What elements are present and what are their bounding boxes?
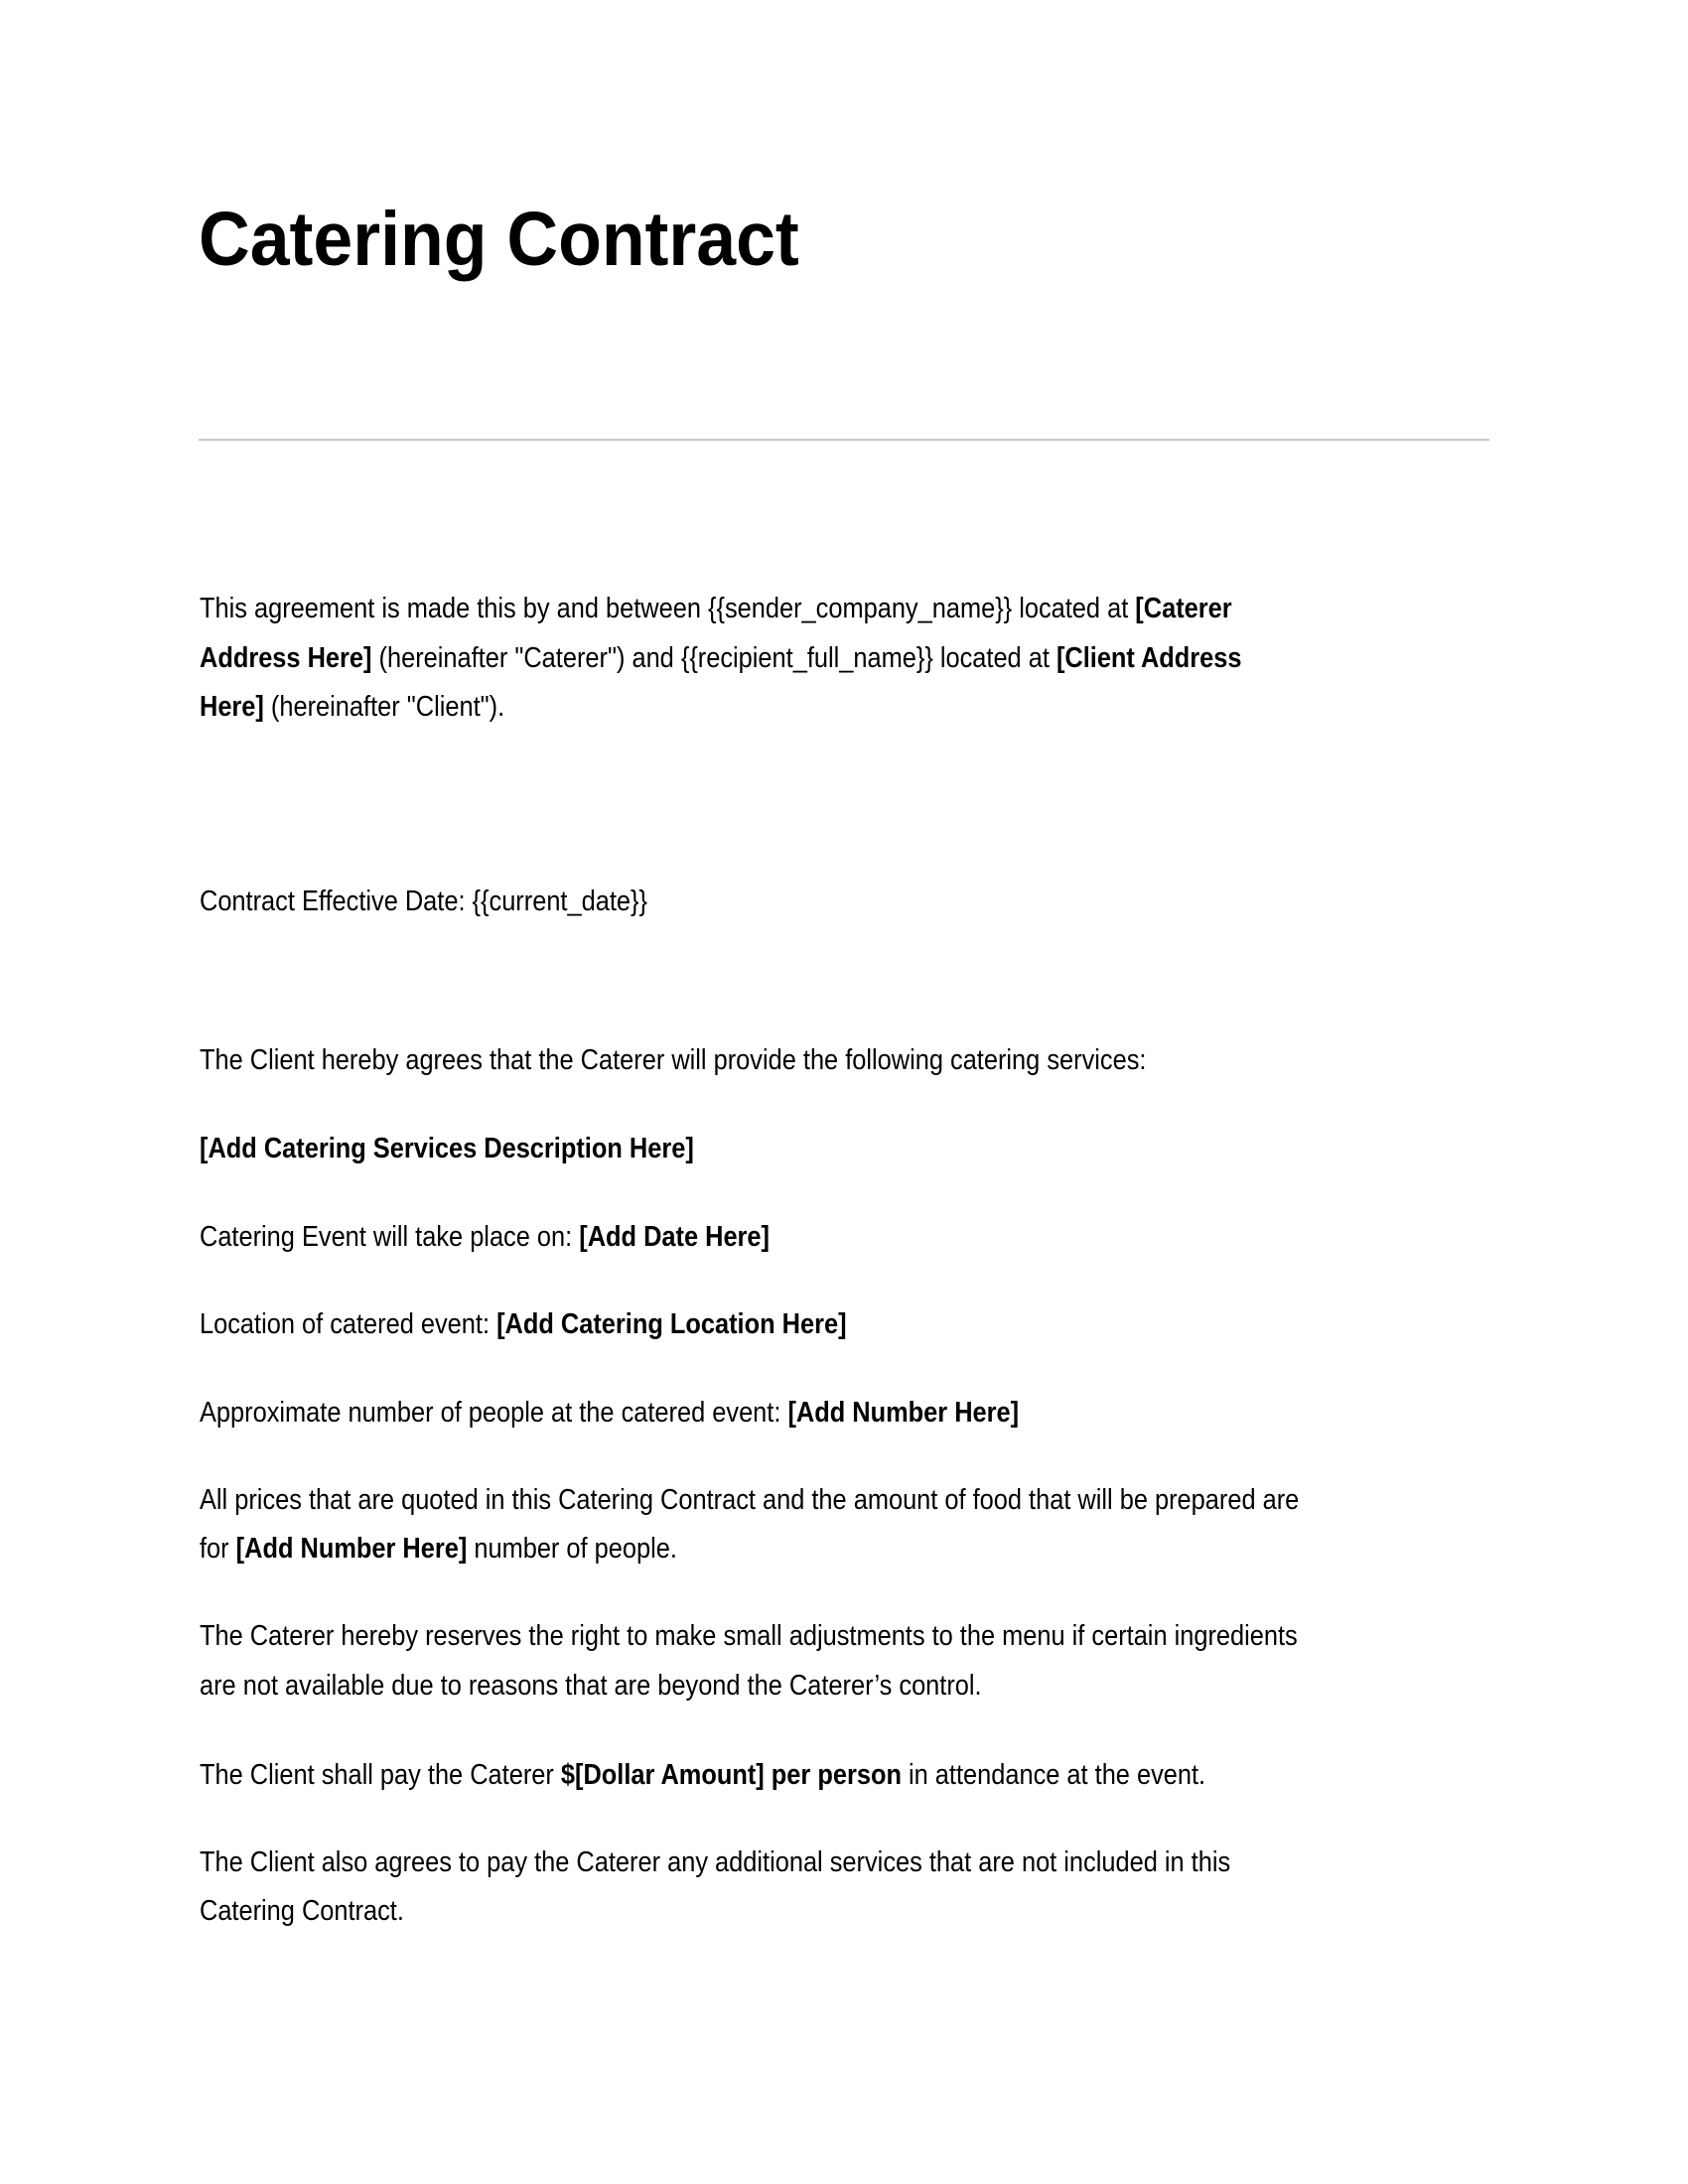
text-run: (hereinafter "Caterer") and {{recipient_full_name}} located at bbox=[371, 642, 1056, 674]
placeholder-field: [Add Number Here] bbox=[235, 1533, 468, 1565]
placeholder-field: [Add Catering Location Here] bbox=[496, 1308, 847, 1340]
text-run: Contract Effective Date: {{current_date}} bbox=[200, 886, 647, 917]
placeholder-field: [Add Catering Services Description Here] bbox=[200, 1133, 694, 1164]
text-line bbox=[200, 690, 504, 724]
text-line bbox=[200, 1483, 1299, 1517]
text-run: (hereinafter "Client"). bbox=[263, 691, 505, 723]
text-line bbox=[200, 1669, 982, 1703]
text-line bbox=[200, 1619, 1298, 1653]
text-run: number of people. bbox=[467, 1533, 677, 1565]
text-run: Catering Contract. bbox=[200, 1895, 404, 1927]
text-run: All prices that are quoted in this Catering Contract and the amount of food that will be prepared are bbox=[200, 1484, 1300, 1516]
placeholder-field: [Client Address bbox=[1055, 642, 1242, 674]
text-line bbox=[200, 1758, 1205, 1792]
text-line bbox=[200, 1220, 770, 1254]
text-run: The Client shall pay the Caterer bbox=[200, 1759, 561, 1791]
placeholder-field: Here] bbox=[200, 691, 264, 723]
text-run: This agreement is made this by and between {{sender_company_name}} located at bbox=[200, 593, 1136, 624]
text-line bbox=[200, 641, 1242, 675]
text-line bbox=[200, 885, 647, 918]
placeholder-field: Address Here] bbox=[200, 642, 372, 674]
placeholder-field: $[Dollar Amount] per person bbox=[560, 1759, 902, 1791]
text-run: in attendance at the event. bbox=[901, 1759, 1206, 1791]
text-run: are not available due to reasons that are beyond the Caterer’s control. bbox=[200, 1670, 982, 1702]
text-line bbox=[200, 1845, 1230, 1879]
text-line bbox=[200, 592, 1232, 625]
text-line bbox=[200, 1532, 677, 1566]
document-title: Catering Contract bbox=[199, 197, 799, 282]
text-run: for bbox=[200, 1533, 236, 1565]
text-run: Catering Event will take place on: bbox=[200, 1221, 580, 1253]
text-line bbox=[200, 1894, 404, 1928]
text-line bbox=[200, 1396, 1019, 1430]
text-line bbox=[200, 1132, 694, 1165]
text-run: The Client hereby agrees that the Caterer will provide the following catering services: bbox=[200, 1044, 1147, 1076]
text-run: The Client also agrees to pay the Caterer any additional services that are not included in this bbox=[200, 1846, 1231, 1878]
text-line bbox=[200, 1043, 1146, 1077]
text-run: Location of catered event: bbox=[200, 1308, 497, 1340]
text-run: The Caterer hereby reserves the right to make small adjustments to the menu if certain ingredients bbox=[200, 1620, 1298, 1652]
text-line bbox=[200, 1307, 847, 1341]
placeholder-field: [Add Date Here] bbox=[579, 1221, 770, 1253]
placeholder-field: [Caterer bbox=[1135, 593, 1232, 624]
text-run: Approximate number of people at the catered event: bbox=[200, 1397, 788, 1429]
title-divider bbox=[199, 439, 1489, 441]
placeholder-field: [Add Number Here] bbox=[787, 1397, 1020, 1429]
